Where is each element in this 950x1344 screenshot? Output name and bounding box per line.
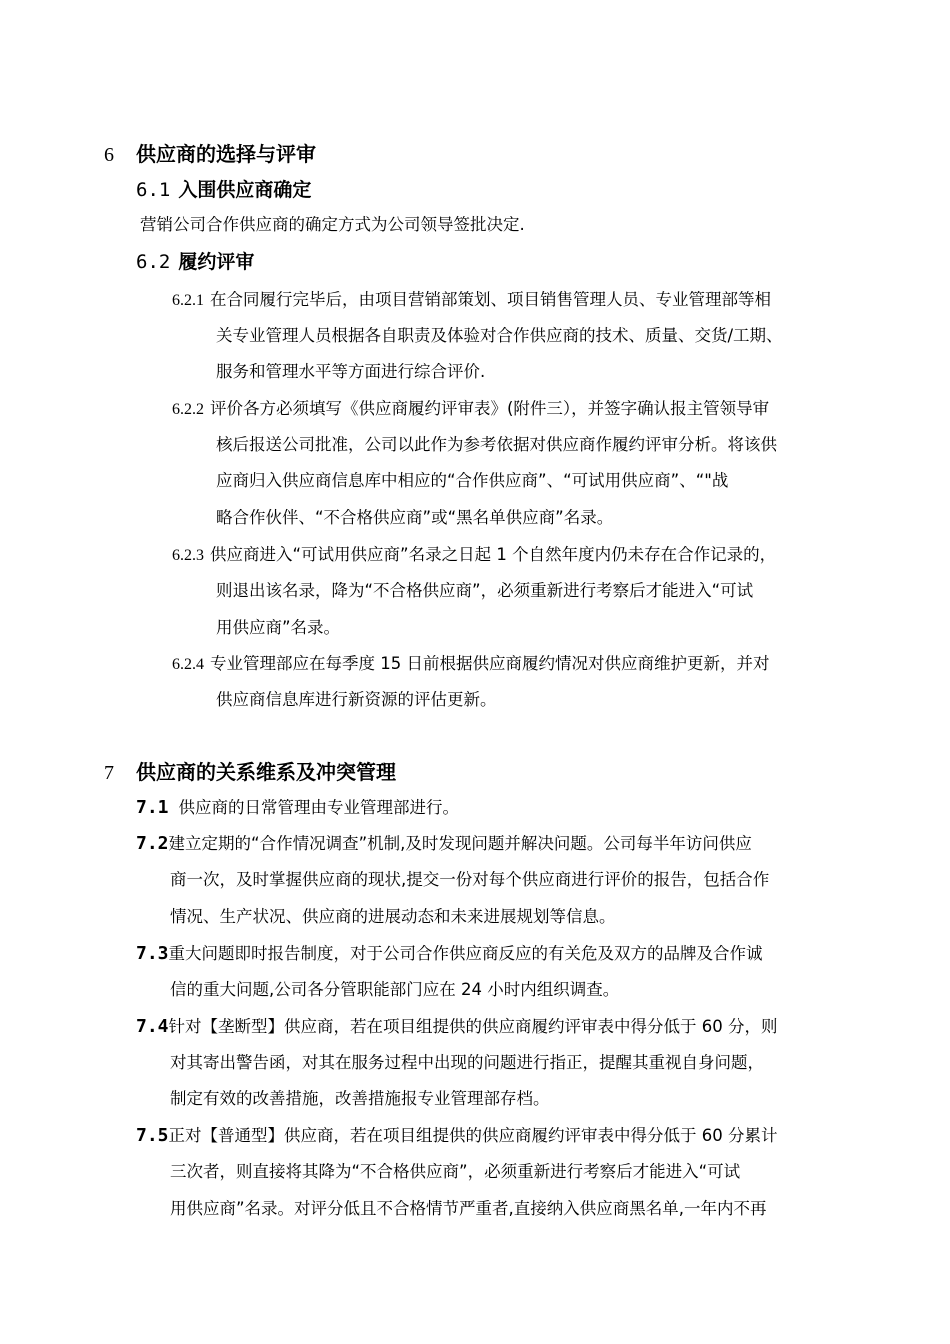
clause-7-5-line-1 [136, 1122, 778, 1146]
clause-number: 7.3 [136, 943, 169, 964]
section-number: 7 [104, 762, 114, 784]
clause-7-3-line-1 [136, 940, 763, 964]
clause-number: 7.5 [136, 1125, 169, 1146]
section-number: 6 [104, 144, 114, 166]
clause-text: 针对【垄断型】供应商，若在项目组提供的供应商履约评审表中得分低于 60 分，则 [168, 1017, 778, 1036]
section-7-heading [104, 756, 396, 785]
clause-7-3-line-2: 信的重大问题,公司各分管职能部门应在 24 小时内组织调查。 [170, 980, 620, 999]
clause-text: 正对【普通型】供应商，若在项目组提供的供应商履约评审表中得分低于 60 分累计 [168, 1126, 778, 1145]
clause-text: 建立定期的“合作情况调查”机制,及时发现问题并解决问题。公司每半年访问供应 [168, 834, 752, 853]
clause-number: 6.2.1 [172, 292, 204, 309]
paragraph-6-1: 营销公司合作供应商的确定方式为公司领导签批决定. [140, 215, 525, 234]
clause-text: 供应商进入“可试用供应商”名录之日起 1 个自然年度内仍未存在合作记录的， [210, 545, 777, 564]
clause-7-1-line-1 [136, 794, 459, 818]
section-title: 供应商的关系维系及冲突管理 [136, 760, 396, 784]
clause-6-2-4-line-1 [172, 650, 770, 674]
clause-6-2-1-line-3: 服务和管理水平等方面进行综合评价. [216, 362, 486, 381]
clause-6-2-2-line-3: 应商归入供应商信息库中相应的“合作供应商”、“可试用供应商”、“"战 [216, 471, 729, 490]
clause-6-2-4-line-2: 供应商信息库进行新资源的评估更新。 [216, 690, 497, 709]
clause-number: 6.2.4 [172, 656, 204, 673]
section-6-heading [104, 138, 316, 167]
clause-6-2-3-line-1 [172, 541, 776, 565]
clause-7-4-line-3: 制定有效的改善措施，改善措施报专业管理部存档。 [170, 1089, 550, 1108]
clause-6-2-2-line-1 [172, 395, 769, 419]
clause-7-4-line-2: 对其寄出警告函，对其在服务过程中出现的问题进行指正，提醒其重视自身问题， [170, 1053, 764, 1072]
clause-7-2-line-2: 商一次，及时掌握供应商的现状,提交一份对每个供应商进行评价的报告，包括合作 [170, 870, 770, 889]
clause-7-4-line-1 [136, 1013, 778, 1037]
clause-7-2-line-1 [136, 830, 752, 854]
clause-text: 在合同履行完毕后，由项目营销部策划、项目销售管理人员、专业管理部等相 [210, 290, 771, 309]
subsection-number: 6.1 [136, 179, 171, 201]
subsection-6-2-heading [136, 247, 254, 274]
clause-6-2-1-line-1 [172, 286, 771, 310]
clause-6-2-2-line-2: 核后报送公司批准，公司以此作为参考依据对供应商作履约评审分析。将该供 [216, 435, 777, 454]
clause-6-2-1-line-2: 关专业管理人员根据各自职责及体验对合作供应商的技术、质量、交货/工期、 [216, 326, 783, 345]
subsection-6-1-heading [136, 175, 311, 202]
clause-number: 7.2 [136, 833, 169, 854]
subsection-title: 履约评审 [178, 251, 255, 273]
clause-number: 7.1 [136, 797, 169, 818]
subsection-title: 入围供应商确定 [178, 179, 312, 201]
clause-6-2-2-line-4: 略合作伙伴、“不合格供应商”或“黑名单供应商”名录。 [216, 508, 614, 527]
clause-7-5-line-2: 三次者，则直接将其降为“不合格供应商”，必须重新进行考察后才能进入“可试 [170, 1162, 741, 1181]
clause-number: 6.2.3 [172, 547, 204, 564]
clause-text: 评价各方必须填写《供应商履约评审表》(附件三），并签字确认报主管领导审 [210, 399, 770, 418]
clause-6-2-3-line-3: 用供应商”名录。 [216, 618, 341, 637]
clause-text: 专业管理部应在每季度 15 日前根据供应商履约情况对供应商维护更新，并对 [210, 654, 770, 673]
clause-6-2-3-line-2: 则退出该名录，降为“不合格供应商”，必须重新进行考察后才能进入“可试 [216, 581, 754, 600]
clause-7-5-line-3: 用供应商”名录。对评分低且不合格情节严重者,直接纳入供应商黑名单,一年内不再 [170, 1199, 767, 1218]
subsection-number: 6.2 [136, 251, 171, 273]
clause-number: 6.2.2 [172, 401, 204, 418]
clause-7-2-line-3: 情况、生产状况、供应商的进展动态和未来进展规划等信息。 [170, 907, 616, 926]
section-title: 供应商的选择与评审 [136, 142, 316, 166]
clause-number: 7.4 [136, 1016, 169, 1037]
clause-text: 重大问题即时报告制度，对于公司合作供应商反应的有关危及双方的品牌及合作诚 [168, 944, 763, 963]
clause-text: 供应商的日常管理由专业管理部进行。 [178, 798, 460, 817]
